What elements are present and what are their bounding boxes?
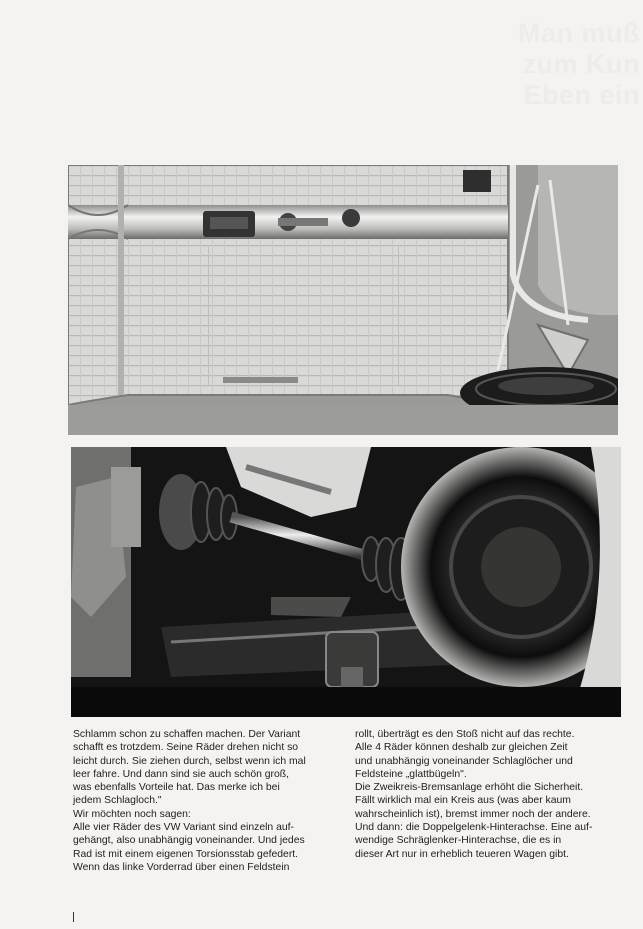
text-column-right xyxy=(355,728,607,861)
body-text-left: Schlamm schon zu schaffen machen. Der Variant schafft es trotzdem. Seine Räder drehen nicht so leicht durch. Sie ziehen durch, selbst wenn ich mal leer fahre. Und dann sind sie auch schön groß, was ebenfalls Vorteile hat. Das merke ich bei jedem Schlagloch." Wir möchten noch sagen: Alle vier Räder des VW Variant sind einzeln auf- gehängt, also unabhängig voneinander. Und jedes Rad ist mit einem eigenen Torsionsstab gefedert. Wenn das linke Vorderrad über einen Feldstein xyxy=(73,729,306,873)
faded-heading xyxy=(360,18,640,111)
floor-pan-illustration xyxy=(68,165,618,435)
rear-axle-illustration xyxy=(71,447,621,717)
faded-heading-line: zum Kun xyxy=(522,49,640,79)
faded-heading-line: Eben ein xyxy=(523,80,640,110)
body-text-right: rollt, überträgt es den Stoß nicht auf das rechte. Alle 4 Räder können deshalb zur gleichen Zeit und unabhängig voneinander Schlaglöcher und Feldsteine „glattbügeln". Die Zweikreis-Bremsanlage erhöht die Sicherheit. Fällt wirklich mal ein Kreis aus (was aber kaum wahrscheinlich ist), bremst immer noch der andere. Und dann: die Doppelgelenk-Hinterachse. Eine auf- wendige Schräglenker-Hinterachse, die es in dieser Art nur in erheblich teueren Wagen gibt. xyxy=(355,729,593,860)
photo-floor-pan xyxy=(68,165,618,435)
crop-mark xyxy=(73,912,74,922)
faded-heading-line: Man muß xyxy=(518,18,640,48)
text-column-left xyxy=(73,728,325,874)
photo-rear-axle xyxy=(71,447,621,717)
